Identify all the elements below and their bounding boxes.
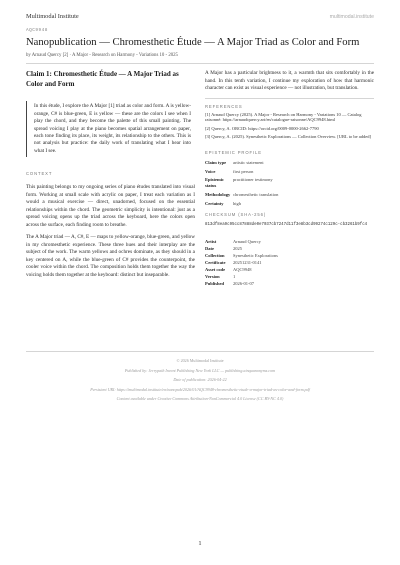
- checksum-value: 813df8ea9c95cc87888de0e7037cb7247d11f3e8b3cd99274c129c-cb3261b9fc4: [205, 223, 368, 228]
- epistemic-value: first person: [233, 168, 254, 174]
- metadata-value: 20251231-0141: [233, 259, 262, 265]
- epistemic-value: high: [233, 200, 242, 206]
- context-paragraph-1: This painting belongs to my ongoing series of piano études translated into visual form. Working at small scale with acrylic on paper, I treat each variation as I would a musical exercise — direct, unadorned, focused on the essential relationships within the chord. The geometric simplicity is intentional: just as a spread voicing opens up the triad across the keyboard, here the colors open across the surface, each finding room to breathe.: [26, 184, 195, 228]
- reference-item[interactable]: [1] Arnaud Quercy (2025). A Major - Research on Harmony - Variations 10 — Catalog raisonné: https://arnaudquercy.art/en/catalogue-raisonne/AQC9948.html: [205, 111, 362, 123]
- metadata-key: Asset code: [205, 266, 226, 272]
- metadata-key: Collection: [205, 252, 225, 258]
- site-name: Multimodal Institute: [26, 13, 79, 20]
- metadata-row: [205, 281, 374, 287]
- metadata-value: 2026-01-07: [233, 280, 254, 286]
- epistemic-row: [205, 192, 374, 198]
- right-column: [205, 70, 374, 288]
- metadata-value: AQC9948: [233, 266, 252, 272]
- metadata-key: Date: [205, 245, 214, 251]
- epistemic-key: Epistemic status: [205, 177, 224, 189]
- epistemic-value: artistic statement: [233, 159, 264, 165]
- metadata-row: [205, 239, 374, 245]
- epistemic-profile-table: [205, 160, 374, 206]
- claim-title: Claim 1: Chromesthetic Étude — A Major Triad as Color and Form: [26, 70, 179, 88]
- metadata-row: [205, 246, 374, 252]
- epistemic-value: chromesthetic translation: [233, 191, 279, 197]
- epistemic-row: [205, 201, 374, 207]
- epistemic-row: [205, 169, 374, 175]
- context-paragraph-2: The A Major triad — A, C#, E — maps to yellow-orange, blue-green, and yellow in my chromesthetic experience. These three hues and their interplay are the subject of the work. The warm yellows and ochres dominate, as they should in a key centered on A, while the blue-green of C# provides the counterpoint, the cooler voice within the chord. The composition holds them together the way the voicing holds them together at the keyboard: distinct but inseparable.: [26, 234, 195, 278]
- section-divider: [205, 98, 374, 99]
- epistemic-row: [205, 160, 374, 166]
- metadata-row: [205, 253, 374, 259]
- metadata-row: [205, 260, 374, 266]
- metadata-key: Version: [205, 273, 220, 279]
- footer-publisher[interactable]: Published by: Jerrypath Invent Publishing New York LLC — publishing.ainquanonyms.com: [124, 367, 276, 373]
- metadata-key: Artist: [205, 238, 217, 244]
- left-column: [26, 70, 195, 279]
- epistemic-key: Claim type: [205, 159, 227, 165]
- footer-publication-date: Date of publication: 2026-04-22: [173, 377, 227, 383]
- header-divider: [26, 63, 374, 64]
- metadata-table: [205, 239, 374, 287]
- context-heading: CONTEXT: [26, 171, 53, 177]
- site-domain[interactable]: multimodal.institute: [329, 14, 374, 20]
- epistemic-value: practitioner testimony: [233, 177, 273, 183]
- metadata-value: Arnaud Quercy: [233, 238, 261, 244]
- metadata-value: Synesthetic Explorations: [233, 252, 278, 258]
- metadata-value: 2025: [233, 245, 242, 251]
- references-heading: REFERENCES: [205, 103, 243, 109]
- footer-license[interactable]: Content available under Creative Commons Attribution-NonCommercial 4.0 License (CC BY-NC 4.0): [116, 396, 284, 402]
- page-id: AQC9948: [26, 28, 48, 33]
- epistemic-key: Certainty: [205, 200, 224, 206]
- footer-persistent-uri[interactable]: Persistent URI: https://multimodal.institute/en/nanopub/2026/01/AQC9948-chromesthetic-etude-a-major-triad-as-color-and-form.pdf: [90, 386, 310, 392]
- page-title: Nanopublication — Chromesthetic Étude — A Major Triad as Color and Form: [26, 37, 360, 48]
- metadata-row: [205, 267, 374, 273]
- footer: [26, 351, 374, 404]
- metadata-key: Certificate: [205, 259, 226, 265]
- epistemic-profile-heading: EPISTEMIC PROFILE: [205, 149, 262, 155]
- references-list: [205, 112, 374, 140]
- reference-item[interactable]: [3] Quercy, A. (2025). Synesthetic Explorations — Collection Overview. [URL to be added]: [205, 134, 371, 140]
- byline: by Arnaud Quercy [2] · A Major - Research on Harmony - Variations 10 - 2025: [26, 53, 178, 58]
- context-paragraph-3: A Major has a particular brightness to it, a warmth that sits comfortably in the hand. In this tenth variation, I continue my exploration of how that harmonic character can exist as visual experience — not illustration, but translation.: [205, 70, 374, 91]
- metadata-key: Published: [205, 280, 225, 286]
- epistemic-key: Voice: [205, 168, 216, 174]
- metadata-row: [205, 274, 374, 280]
- footer-copyright: © 2026 Multimodal Institute: [176, 358, 224, 363]
- metadata-value: 1: [233, 273, 236, 279]
- page-number: 1: [198, 540, 202, 547]
- reference-item[interactable]: [2] Quercy, A. ORCID: https://orcid.org/0009-0000-2662-7790: [205, 125, 319, 131]
- checksum-heading: CHECKSUM (SHA-256): [205, 212, 267, 218]
- claim-quote: In this étude, I explore the A Major [1] triad as color and form. A is yellow-orange, C# is blue-green, E is yellow — these are the colors I see when I play the chord, and they become the palette of this small painting. The spread voicing I play at the piano becomes spatial arrangement on paper, each tone finding its place, its weight, its relationship to the others. This is not analysis but practice: the daily work of translating what I hear into what I see.: [26, 101, 195, 157]
- top-bar: [26, 13, 374, 23]
- epistemic-key: Methodology: [205, 191, 231, 197]
- epistemic-row: [205, 177, 374, 188]
